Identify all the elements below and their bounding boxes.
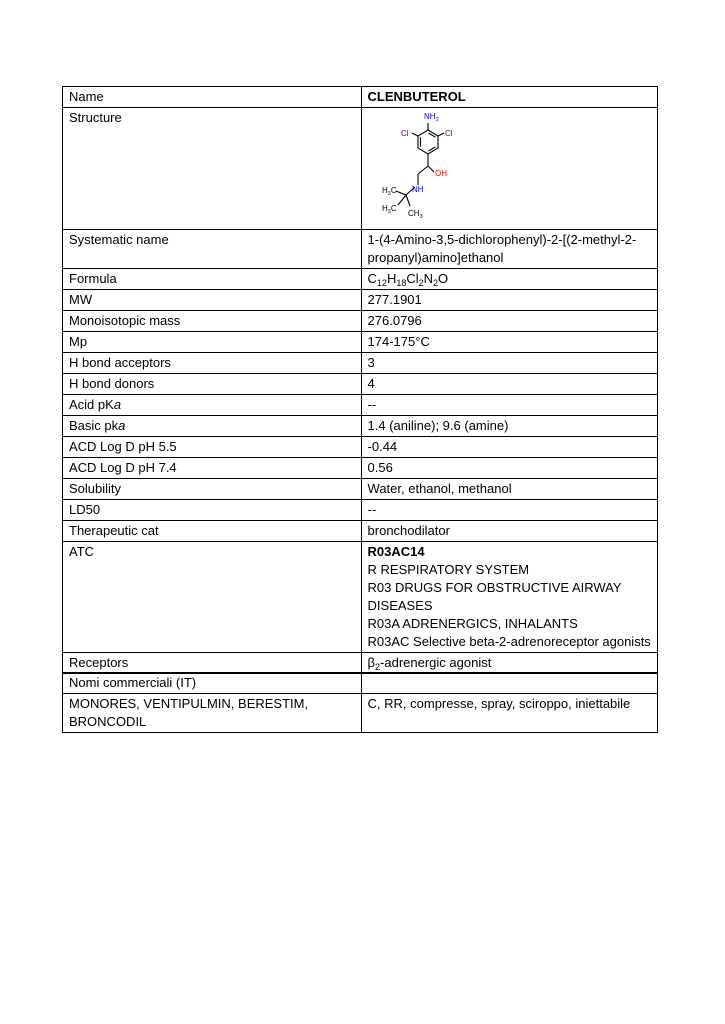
acid-pka-label: Acid pKa bbox=[63, 395, 362, 416]
name-label: Name bbox=[63, 87, 362, 108]
row-mw bbox=[63, 290, 658, 311]
chlorine-right-label: Cl bbox=[444, 129, 453, 138]
row-structure bbox=[63, 108, 658, 230]
structure-cell bbox=[361, 108, 657, 230]
row-hb-donors bbox=[63, 374, 658, 395]
methyl-a-label: $H_3C$ bbox=[381, 186, 397, 197]
row-systematic-name bbox=[63, 230, 658, 269]
amine-label: NH bbox=[411, 185, 424, 194]
formula-value: $C_{12}H_{18}Cl_2N_2O$ bbox=[361, 269, 657, 290]
amino-group-label: $NH_2$ bbox=[423, 112, 439, 123]
solubility-label: Solubility bbox=[63, 479, 362, 500]
formula-label: Formula bbox=[63, 269, 362, 290]
logd55-label: ACD Log D pH 5.5 bbox=[63, 437, 362, 458]
trade-header: Nomi commerciali (IT) bbox=[63, 673, 362, 694]
systematic-label: Systematic name bbox=[63, 230, 362, 269]
trade-names: MONORES, VENTIPULMIN, BERESTIM, BRONCODIL bbox=[63, 694, 362, 733]
benzene-ring bbox=[418, 130, 438, 154]
row-mp bbox=[63, 332, 658, 353]
row-receptors bbox=[63, 653, 658, 674]
atc-line: R03AC Selective beta-2-adrenoreceptor agonists bbox=[367, 634, 651, 649]
row-hb-acceptors bbox=[63, 353, 658, 374]
therapeutic-label: Therapeutic cat bbox=[63, 521, 362, 542]
hba-value: 3 bbox=[361, 353, 657, 374]
ld50-value: -- bbox=[361, 500, 657, 521]
row-solubility bbox=[63, 479, 658, 500]
row-atc bbox=[63, 542, 658, 653]
name-value: CLENBUTEROL bbox=[361, 87, 657, 108]
row-therapeutic-cat bbox=[63, 521, 658, 542]
trade-row bbox=[63, 694, 658, 733]
hydroxyl-label: OH bbox=[434, 169, 447, 178]
row-basic-pka bbox=[63, 416, 658, 437]
systematic-value: 1-(4-Amino-3,5-dichlorophenyl)-2-[(2-methyl-2-propanyl)amino]ethanol bbox=[361, 230, 657, 269]
row-name bbox=[63, 87, 658, 108]
atc-code: R03AC14 bbox=[367, 544, 425, 559]
receptors-value: $\beta_2$-adrenergic agonist bbox=[361, 653, 657, 674]
atc-line: R RESPIRATORY SYSTEM bbox=[367, 562, 530, 577]
properties-table bbox=[62, 86, 658, 694]
chemical-structure-diagram bbox=[368, 109, 478, 223]
solubility-value: Water, ethanol, methanol bbox=[361, 479, 657, 500]
row-monoisotopic-mass bbox=[63, 311, 658, 332]
chlorine-left-label: Cl bbox=[400, 129, 409, 138]
mp-label: Mp bbox=[63, 332, 362, 353]
row-logd-55 bbox=[63, 437, 658, 458]
methyl-c-label: $CH_3$ bbox=[407, 209, 423, 220]
logd55-value: -0.44 bbox=[361, 437, 657, 458]
trade-header-row bbox=[63, 673, 658, 694]
logd74-label: ACD Log D pH 7.4 bbox=[63, 458, 362, 479]
receptors-label: Receptors bbox=[63, 653, 362, 674]
atc-label: ATC bbox=[63, 542, 362, 653]
logd74-value: 0.56 bbox=[361, 458, 657, 479]
atc-value bbox=[361, 542, 657, 653]
basic-pka-value: 1.4 (aniline); 9.6 (amine) bbox=[361, 416, 657, 437]
mono-label: Monoisotopic mass bbox=[63, 311, 362, 332]
hba-label: H bond acceptors bbox=[63, 353, 362, 374]
ld50-label: LD50 bbox=[63, 500, 362, 521]
hbd-label: H bond donors bbox=[63, 374, 362, 395]
trade-names-table bbox=[62, 672, 658, 733]
atc-line: R03A ADRENERGICS, INHALANTS bbox=[367, 616, 578, 631]
row-logd-74 bbox=[63, 458, 658, 479]
mp-value: 174-175°C bbox=[361, 332, 657, 353]
basic-pka-label: Basic pka bbox=[63, 416, 362, 437]
therapeutic-value: bronchodilator bbox=[361, 521, 657, 542]
row-formula bbox=[63, 269, 658, 290]
trade-header-empty bbox=[361, 673, 657, 694]
hbd-value: 4 bbox=[361, 374, 657, 395]
mono-value: 276.0796 bbox=[361, 311, 657, 332]
acid-pka-value: -- bbox=[361, 395, 657, 416]
atc-line: R03 DRUGS FOR OBSTRUCTIVE AIRWAY DISEASES bbox=[367, 580, 622, 613]
row-ld50 bbox=[63, 500, 658, 521]
methyl-b-label: $H_3C$ bbox=[381, 204, 397, 215]
trade-forms: C, RR, compresse, spray, sciroppo, iniettabile bbox=[361, 694, 657, 733]
mw-label: MW bbox=[63, 290, 362, 311]
row-acid-pka bbox=[63, 395, 658, 416]
structure-label: Structure bbox=[63, 108, 362, 230]
mw-value: 277.1901 bbox=[361, 290, 657, 311]
